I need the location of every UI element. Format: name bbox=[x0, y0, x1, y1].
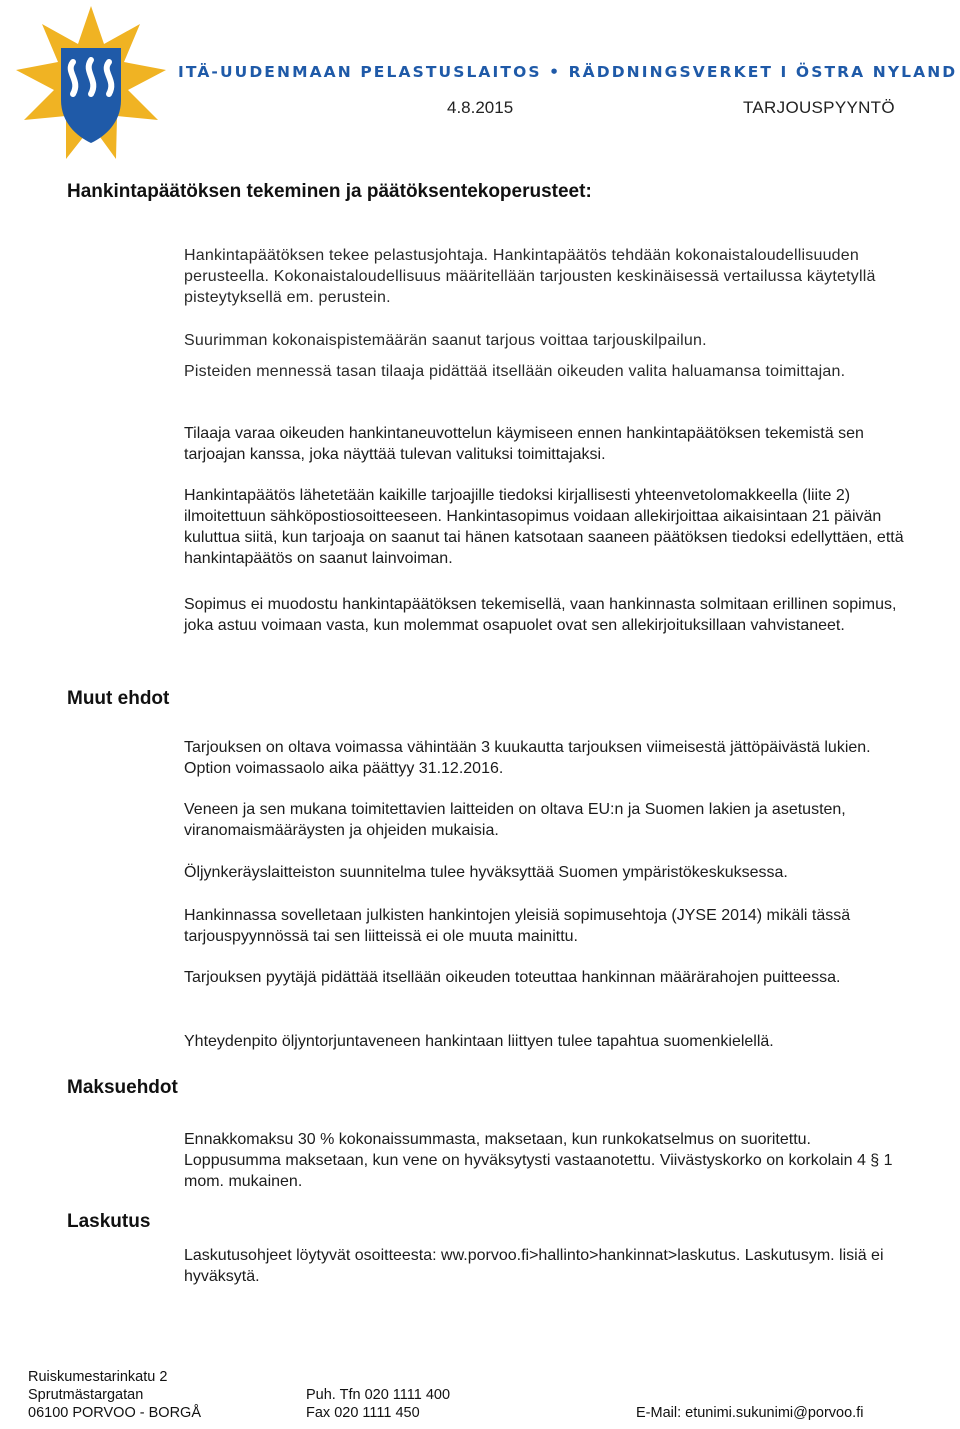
payment-terms-heading: Maksuehdot bbox=[67, 1077, 178, 1098]
footer-fax: Fax 020 1111 450 bbox=[306, 1405, 420, 1421]
decision-paragraph: Sopimus ei muodostu hankintapäätöksen tekemisellä, vaan hankinnasta solmitaan erillinen sopimus, joka astuu voimaan vasta, kun molemmat osapuolet ovat sen allekirjoituksillaan vahvistaneet. bbox=[184, 596, 897, 634]
footer-address bbox=[28, 1368, 201, 1422]
decision-paragraph: Hankintapäätöksen tekee pelastusjohtaja. Hankintapäätös tehdään kokonaistaloudellisuuden perusteella. Kokonaistaloudellisuus määritellään tarjousten keskinäisessä vertailussa käytetyllä pisteytyksellä em. perustein. bbox=[184, 247, 876, 306]
invoicing-text: Laskutusohjeet löytyvät osoitteesta: ww.porvoo.fi>hallinto>hankinnat>laskutus. Laskutusym. lisiä ei hyväksytä. bbox=[184, 1247, 884, 1285]
page-title: Hankintapäätöksen tekeminen ja päätöksentekoperusteet: bbox=[67, 181, 592, 202]
other-terms-paragraph: Veneen ja sen mukana toimitettavien laitteiden on oltava EU:n ja Suomen lakien ja asetusten, viranomaismääräysten ja ohjeiden mukaisia. bbox=[184, 801, 846, 839]
footer-address-line: Ruiskumestarinkatu 2 bbox=[28, 1369, 168, 1385]
other-terms-heading: Muut ehdot bbox=[67, 688, 170, 709]
footer-address-line: Sprutmästargatan bbox=[28, 1387, 144, 1403]
other-terms-paragraph: Yhteydenpito öljyntorjuntaveneen hankintaan liittyen tulee tapahtua suomenkielellä. bbox=[184, 1033, 774, 1050]
rescue-star-emblem-icon bbox=[8, 4, 174, 170]
decision-paragraph: Hankintapäätös lähetetään kaikille tarjoajille tiedoksi kirjallisesti yhteenvetolomakkeella (liite 2) ilmoitettuun sähköpostiosoitteeseen. Hankintasopimus voidaan allekirjoittaa aikaisintaan 21 päivän kuluttua siitä, kun tarjoaja on saanut tai hänen katsotaan saaneen päätöksen tiedoksi edellyttäen, että hankintapäätös on saanut lainvoiman. bbox=[184, 487, 904, 567]
decision-paragraph: Pisteiden mennessä tasan tilaaja pidättää itsellään oikeuden valita haluamansa toimittajan. bbox=[184, 363, 846, 380]
other-terms-paragraph: Tarjouksen pyytäjä pidättää itsellään oikeuden toteuttaa hankinnan määrärahojen puitteessa. bbox=[184, 969, 841, 986]
footer-contact bbox=[306, 1386, 450, 1422]
footer-address-line: 06100 PORVOO - BORGÅ bbox=[28, 1405, 201, 1421]
footer-phone: Puh. Tfn 020 1111 400 bbox=[306, 1387, 451, 1403]
footer-email: E-Mail: etunimi.sukunimi@porvoo.fi bbox=[636, 1405, 864, 1421]
decision-paragraph: Suurimman kokonaispistemäärän saanut tarjous voittaa tarjouskilpailun. bbox=[184, 332, 707, 349]
payment-terms-text: Ennakkomaksu 30 % kokonaissummasta, maksetaan, kun runkokatselmus on suoritettu. Loppusumma maksetaan, kun vene on hyväksytysti vastaanotettu. Viivästyskorko on korkolain 4 § 1 mom. mukainen. bbox=[184, 1131, 893, 1190]
other-terms-paragraph: Hankinnassa sovelletaan julkisten hankintojen yleisiä sopimusehtoja (JYSE 2014) mikäli tässä tarjouspyynnössä tai sen liitteissä ei ole muuta mainittu. bbox=[184, 907, 851, 945]
decision-paragraph: Tilaaja varaa oikeuden hankintaneuvottelun käymiseen ennen hankintapäätöksen tekemistä sen tarjoajan kanssa, joka näyttää tulevan valituksi toimittajaksi. bbox=[184, 425, 864, 463]
other-terms-paragraph: Tarjouksen on oltava voimassa vähintään 3 kuukautta tarjouksen viimeisestä jättöpäivästä lukien. Option voimassaolo aika päättyy 31.12.2016. bbox=[184, 739, 871, 777]
other-terms-paragraph: Öljynkeräyslaitteiston suunnitelma tulee hyväksyttää Suomen ympäristökeskuksessa. bbox=[184, 864, 788, 881]
document-type: TARJOUSPYYNTÖ bbox=[743, 98, 895, 117]
invoicing-heading: Laskutus bbox=[67, 1211, 151, 1232]
organization-name: ITÄ-UUDENMAAN PELASTUSLAITOS • RÄDDNINGSVERKET I ÖSTRA NYLAND bbox=[178, 63, 958, 81]
document-date: 4.8.2015 bbox=[447, 98, 514, 117]
